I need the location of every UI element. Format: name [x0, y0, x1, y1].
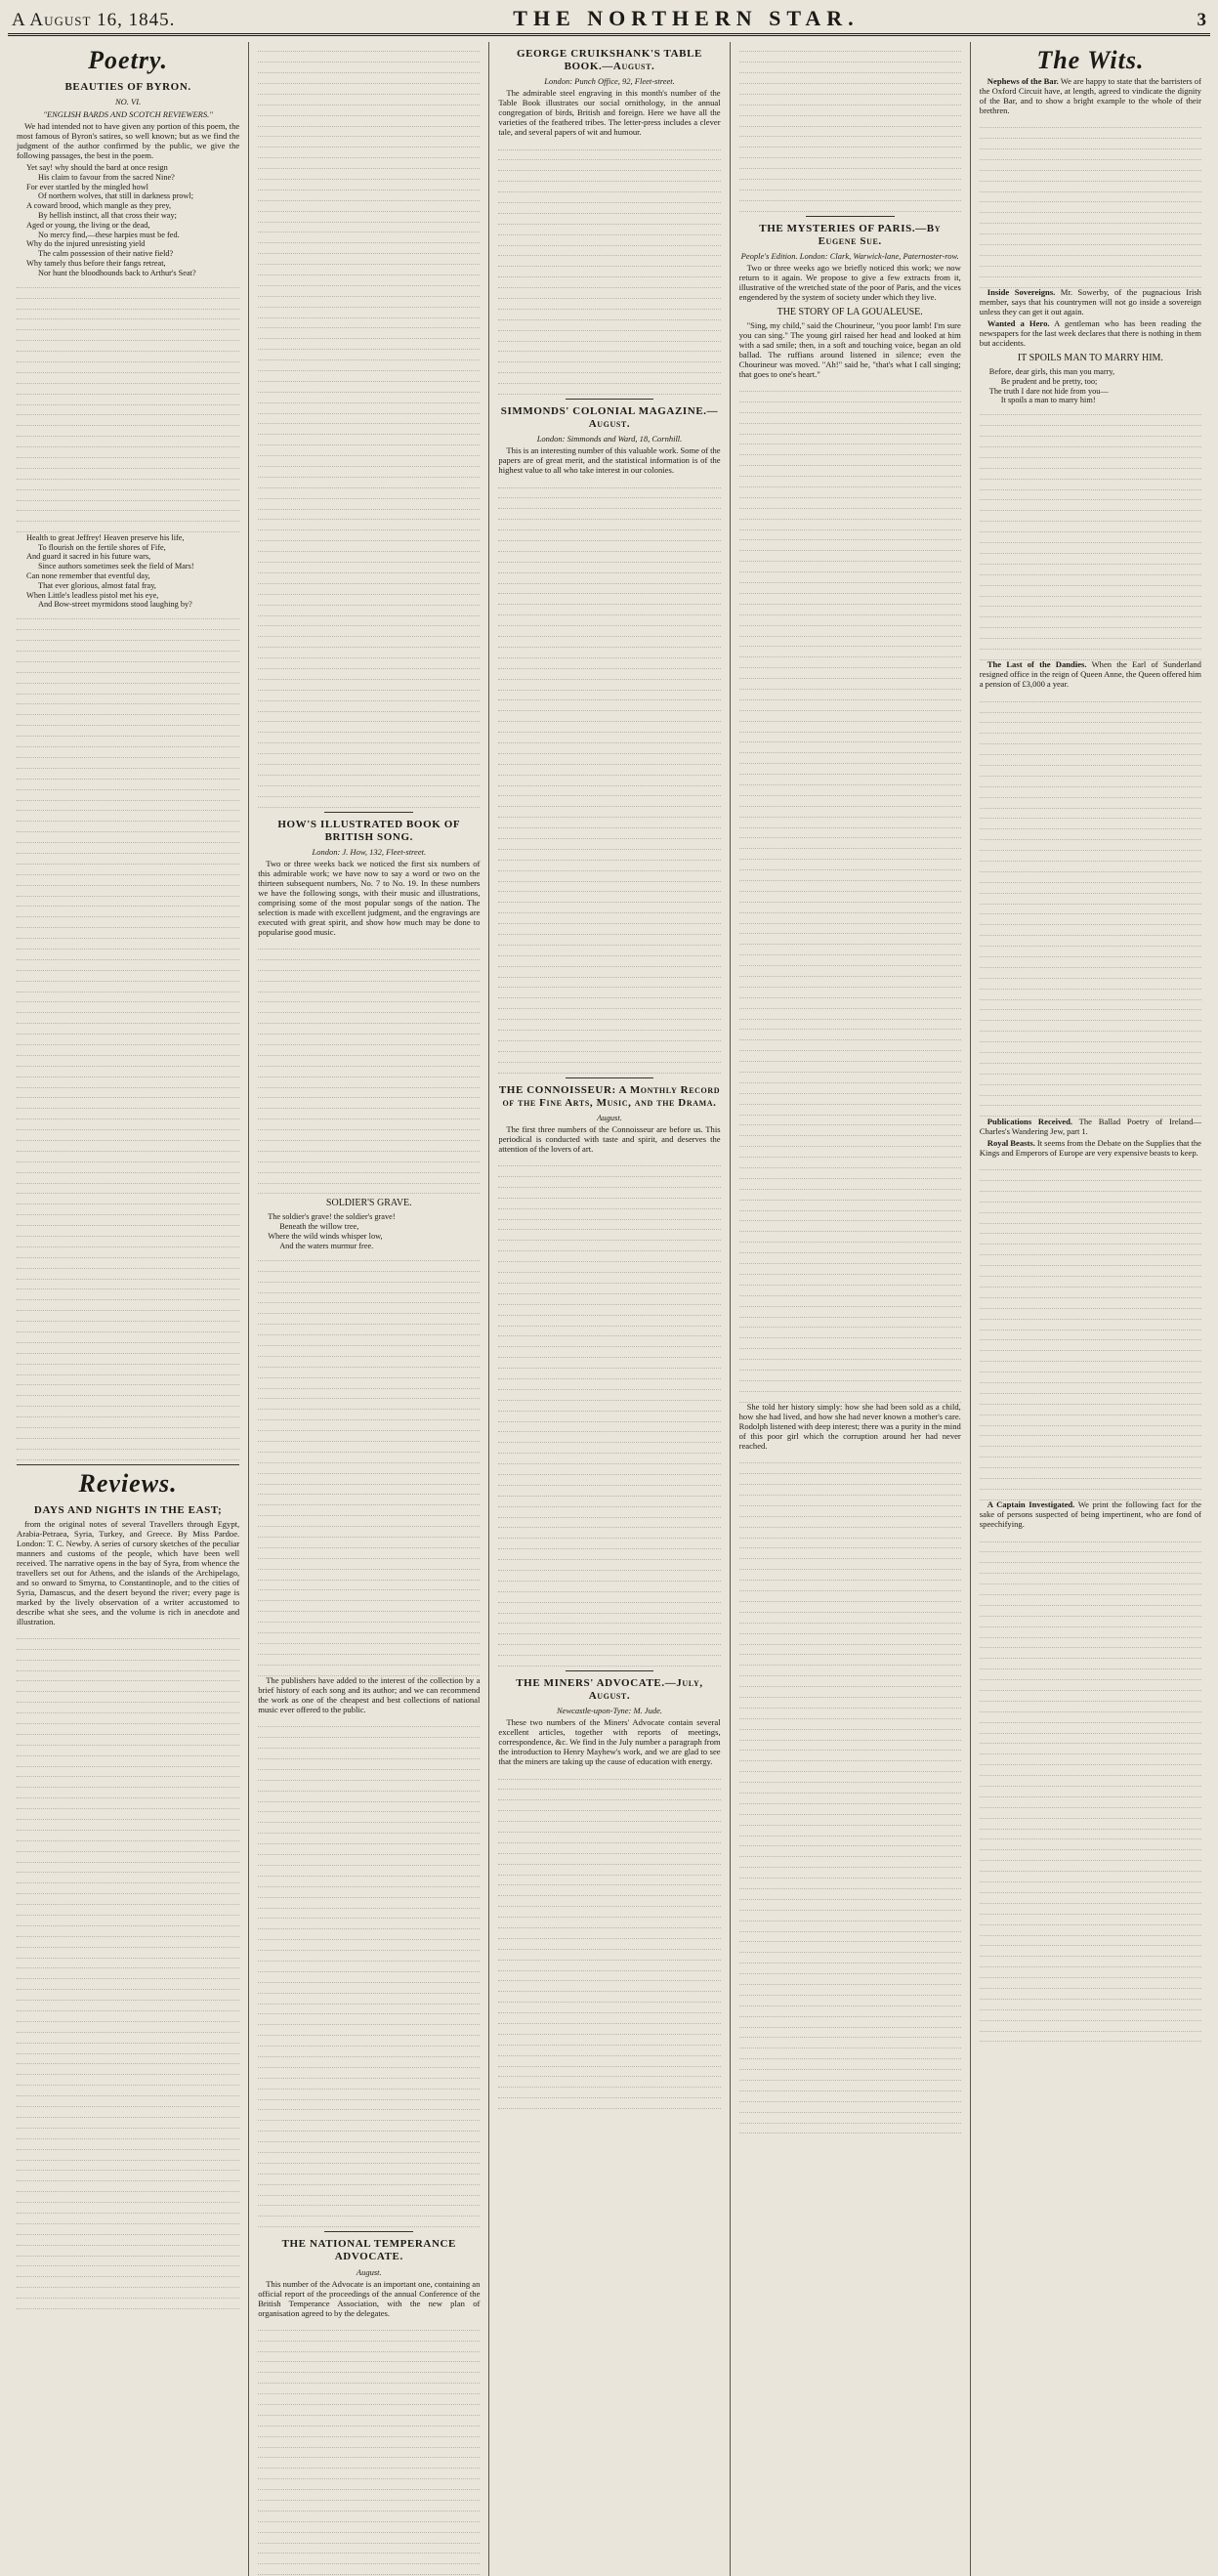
article-subhead: London: J. How, 132, Fleet-street.: [312, 846, 427, 857]
article-subhead: London: Simmonds and Ward, 18, Cornhill.: [536, 434, 683, 444]
article-text: These two numbers of the Miners' Advocate contain several excellent articles, together with reports of meetings, correspondence, &c. We find in the July number a paragraph from the introduction to Henry Mayhew's work, and we are glad to see that the miners are taking up the cause of education with energy.: [498, 1717, 721, 1767]
wit-text-block: [980, 692, 1201, 1117]
review-text-block: [17, 1629, 239, 2309]
issue-date: A August 16, 1845.: [12, 10, 176, 30]
section-title-poetry: Poetry.: [88, 46, 169, 74]
article-text-block: [258, 42, 480, 808]
column-4: [730, 42, 970, 2576]
masthead: [8, 6, 1210, 36]
wit-text-block: [980, 1161, 1201, 1500]
section-title-wits: The Wits.: [1036, 46, 1145, 74]
poem-text-block: [17, 277, 239, 532]
poem-number: NO. VI.: [114, 97, 142, 107]
article-subhead: August.: [597, 1112, 622, 1122]
page-number: 3: [1197, 10, 1206, 30]
wit-item: Inside Sovereigns. Mr. Sowerby, of the pugnacious Irish member, says that his countrymen will not go inside a sovereign unless they can get it out again.: [979, 287, 1201, 317]
wit-item: Publications Received. The Ballad Poetry of Ireland—Charles's Wandering Jew, part 1.: [979, 1116, 1201, 1136]
column-3: [488, 42, 729, 2576]
wit-item: The Last of the Dandies. When the Earl of Sunderland resigned office in the reign of Queen Anne, the Queen offered him a pension of £3,000 a year.: [979, 659, 1201, 690]
poem-stanza-2: Health to great Jeffrey! Heaven preserve his life, To flourish on the fertile shores of Fife, And guard it sacred in his future wars, Since authors sometimes seek the field of Mars! Can none remember that eventful day, That ever glorious, almost fatal fray, When Little's leadless pistol met his eye, And Bow-street myrmidons stood laughing by?: [26, 532, 194, 610]
article-text-block: [258, 940, 480, 1195]
article-text-block: [498, 478, 720, 1073]
poem-text-block: [17, 610, 239, 1460]
song-title: SOLDIER'S GRAVE.: [325, 1198, 412, 1209]
divider: [566, 1077, 654, 1078]
newspaper-title: THE NORTHERN STAR.: [513, 6, 860, 30]
article-text-block: [258, 1717, 480, 2227]
article-headline: SIMMONDS' COLONIAL MAGAZINE.—August.: [500, 405, 719, 431]
article-headline: HOW'S ILLUSTRATED BOOK OF BRITISH SONG.: [277, 818, 461, 843]
article-subhead: London: Punch Office, 92, Fleet-street.: [544, 76, 675, 87]
wit-text-block: [980, 118, 1201, 288]
song-lines: The soldier's grave! the soldier's grave! Beneath the willow tree, Where the wild winds whisper low, And the waters murmur free.: [268, 1212, 396, 1250]
article-headline: THE MINERS' ADVOCATE.—July, August.: [516, 1677, 703, 1703]
poem-title: BEAUTIES OF BYRON.: [64, 81, 191, 93]
poem-stanza-1: Yet say! why should the bard at once resign His claim to favour from the sacred Nine? For ever startled by the mingled howl Of northern wolves, that still in darkness prowl; A coward brood, which mangle as they prey, By hellish instinct, all that cross their way; Aged or young, the living or the dead, No mercy find,—these harpies must be fed. Why do the injured unresisting yield The calm possession of their native field? Why tamely thus before their fangs retreat, Nor hunt the bloodhounds back to Arthur's Seat?: [26, 163, 196, 277]
song-text-block: [258, 1251, 480, 1676]
wit-text-block: [980, 1532, 1201, 2042]
article-text: The first three numbers of the Connoisseur are before us. This periodical is conducted with taste and spirit, and deserves the attention of the lovers of art.: [498, 1123, 721, 1154]
article-headline: THE MYSTERIES OF PARIS.—By Eugene Sue.: [759, 222, 942, 247]
article-text: The publishers have added to the interest of the collection by a brief history of each song and its author; and we can recommend the work as one of the cheapest and best collections of national music ever offered to the public.: [258, 1675, 481, 1715]
wit-item: A Captain Investigated. We print the following fact for the sake of persons suspected of being impertinent, who are fond of speechifying.: [979, 1499, 1201, 1530]
article-text-block: [258, 2320, 480, 2575]
article-text: The admirable steel engraving in this month's number of the Table Book illustrates our social ornithology, in the annual congregation of birds, British and foreign. Here we have all the varieties of the feathered tribes. The letter-press includes a clever tale, and several papers of wit and humour.: [498, 88, 721, 138]
article-text-block: [498, 1769, 720, 2109]
article-subhead: August.: [356, 2266, 382, 2277]
article-text-block: [739, 1454, 961, 2133]
poem-title: IT SPOILS MAN TO MARRY HIM.: [1017, 352, 1163, 363]
divider: [806, 216, 895, 217]
divider: [324, 2231, 413, 2232]
section-title-reviews: Reviews.: [78, 1468, 178, 1498]
article-text: Two or three weeks back we noticed the first six numbers of this admirable work; we have now to say a word or two on the thirteen subsequent numbers, No. 7 to No. 19. In these numbers we have the following songs, with their music and illustrations, comprising some of the most popular songs of the nation. The selection is made with excellent judgment, and the engravings are executed with great spirit, and show how much may be done to popularise good music.: [258, 858, 481, 937]
article-subhead: Newcastle-upon-Tyne: M. Jude.: [557, 1706, 662, 1716]
review-title: DAYS AND NIGHTS IN THE EAST;: [33, 1503, 223, 1516]
poem-lines: Before, dear girls, this man you marry, Be prudent and be pretty, too; The truth I dare not hide from you— It spoils a man to marry him!: [988, 366, 1115, 405]
column-5: [970, 42, 1210, 2576]
divider: [566, 399, 654, 400]
wit-item: Nephews of the Bar. We are happy to state that the barristers of the Oxford Circuit have, at length, agreed to vindicate the dignity of the Bar, and to show a bright example to the whole of their brethren.: [979, 76, 1201, 115]
divider: [324, 812, 413, 813]
divider: [17, 1464, 239, 1465]
wit-item: Royal Beasts. It seems from the Debate on the Supplies that the Kings and Emperors of Europe are very expensive beasts to keep.: [979, 1137, 1201, 1158]
article-text: "Sing, my child," said the Chourineur, "you poor lamb! I'm sure you can sing." The young girl raised her head and looked at him with a sad smile; then, in a soft and touching voice, began an old ballad. The ruffians around listened in silence; even the Chourineur was moved. "Ah!" said he, "that's what I call singing; that goes to one's heart.": [738, 319, 961, 379]
divider: [566, 1670, 654, 1671]
article-headline: THE CONNOISSEUR: A Monthly Record of the Fine Arts, Music, and the Drama.: [498, 1083, 721, 1109]
column-1: [8, 42, 248, 2576]
article-text: She told her history simply: how she had been sold as a child, how she had lived, and how she had never known a mother's care. Rodolph listened with deep interest; there was a purity in the mind of this poor girl which the corruption around her had never reached.: [738, 1402, 961, 1452]
article-text: This number of the Advocate is an important one, containing an official report of the proceedings of the annual Conference of the British Temperance Association, with the new plan of organisation agreed to by the delegates.: [258, 2278, 481, 2318]
article-text: Two or three weeks ago we briefly noticed this work; we now return to it again. We propose to give a few extracts from it, illustrative of the wretched state of the poor of Paris, and the vices engendered by the system of society under which they live.: [738, 263, 961, 302]
article-text: This is an interesting number of this valuable work. Some of the papers are of great merit, and the statistical information is of the highest value to all who take interest in our colonies.: [498, 445, 721, 476]
columns: [8, 42, 1210, 2318]
article-text-block: [739, 382, 961, 1403]
article-text-block: [498, 140, 720, 395]
poem-subtitle: "ENGLISH BARDS AND SCOTCH REVIEWERS.": [43, 109, 213, 120]
article-text-block: [739, 42, 961, 212]
article-text-block: [498, 1157, 720, 1667]
article-subhead: People's Edition. London: Clark, Warwick-lane, Paternoster-row.: [740, 251, 959, 262]
poem-intro: We had intended not to have given any portion of this poem, the most famous of Byron's satires, so well known; but as we find the judgment of the author confirmed by the public, we give the following passages, the best in the poem.: [17, 121, 240, 161]
column-2: [248, 42, 488, 2576]
article-headline: GEORGE CRUIKSHANK'S TABLE BOOK.—August.: [516, 48, 702, 73]
article-headline: THE NATIONAL TEMPERANCE ADVOCATE.: [281, 2238, 456, 2263]
poem-text-block: [980, 405, 1201, 660]
wit-item: Wanted a Hero. A gentleman who has been reading the newspapers for the last week declares that there is nothing in them but accidents.: [979, 318, 1201, 348]
review-text: from the original notes of several Travellers through Egypt, Arabia-Petraea, Syria, Turkey, and Greece. By Miss Pardoe. London: T. C. Newby. A series of cursory sketches of the peculiar manners and customs of the people, which have been well received. The narrative opens in the bay of Syra, from whence the travellers set out for Athens, and the islands of the Archipelago, and so onward to Smyrna, to Constantinople, and to the cities of Syria, Damascus, and the desert beyond the river; every page is marked by the lively observation of a writer accustomed to describe what she sees, and the volume is rich in anecdote and illustration.: [17, 1518, 240, 1626]
chapter-title: THE STORY OF LA GOUALEUSE.: [777, 306, 923, 317]
